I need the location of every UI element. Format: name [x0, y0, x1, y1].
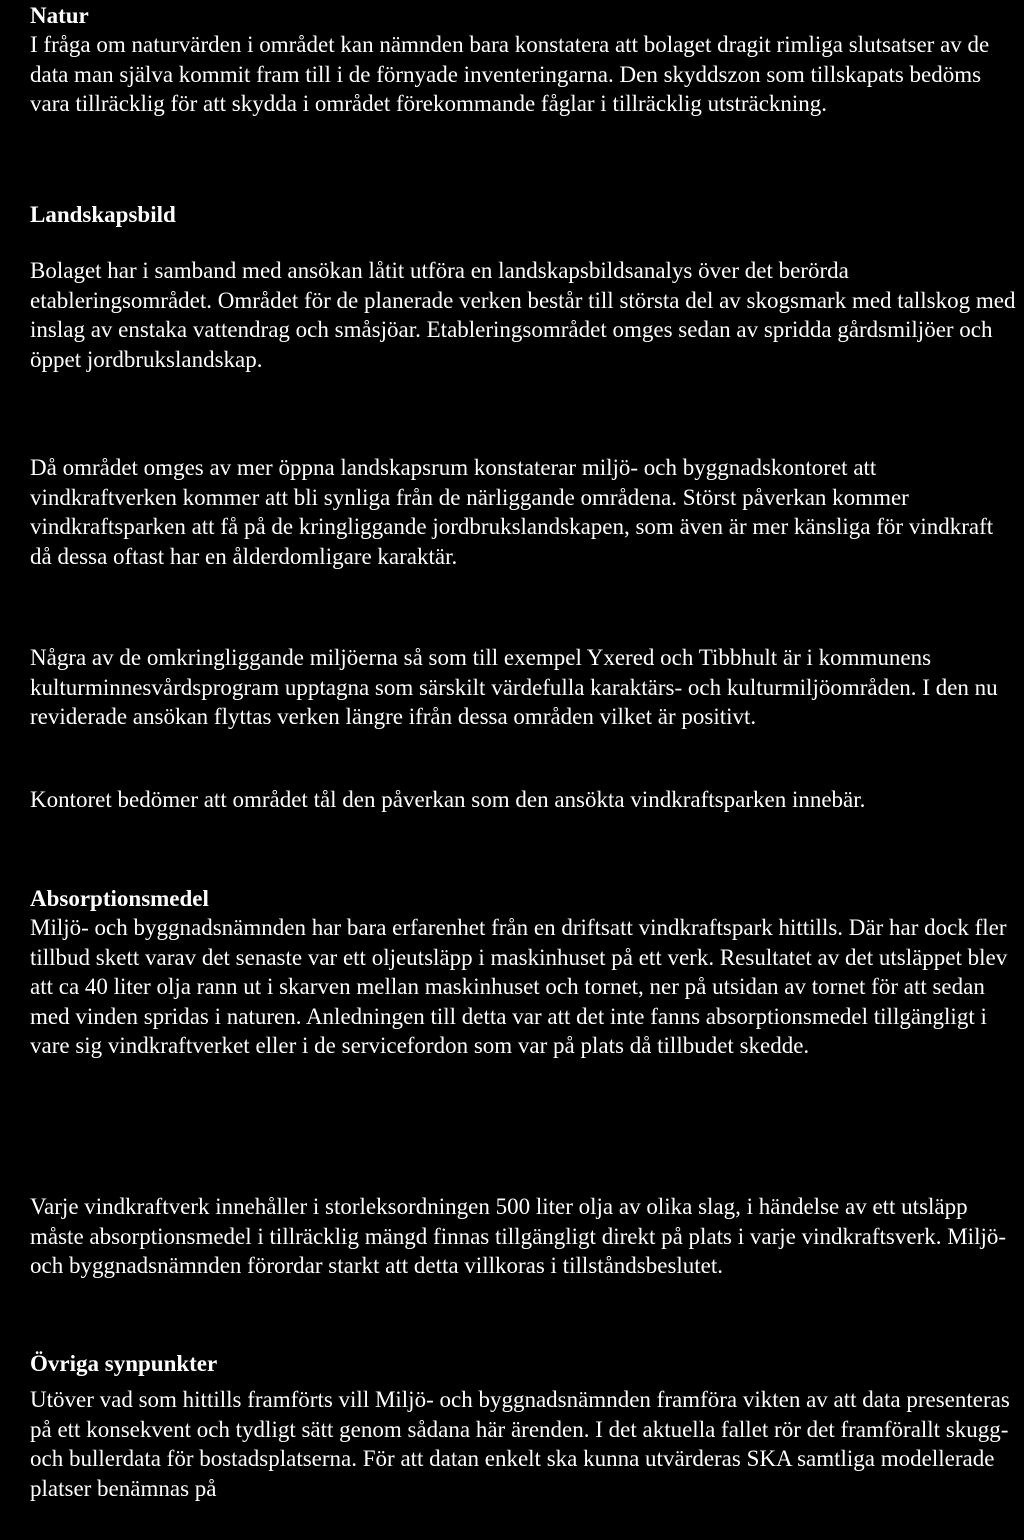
section-heading-absorptionsmedel: Absorptionsmedel [30, 886, 209, 911]
paragraph-landskapsbild-1: Bolaget har i samband med ansökan låtit utföra en landskapsbildsanalys över det berörda etableringsområdet. Området för de planerade verken består till största del av skogsmark med tallskog med inslag av enstaka vattendrag och småsjöar. Etableringsområdet omges sedan av spridda gårdsmiljöer och öppet jordbrukslandskap. [30, 258, 1016, 372]
paragraph-absorptionsmedel-1: Miljö- och byggnadsnämnden har bara erfarenhet från en driftsatt vindkraftspark hittills. Där har dock fler tillbud skett varav det senaste var ett oljeutsläpp i maskinhuset på ett verk. Resultatet av det utsläppet blev att ca 40 liter olja rann ut i skarven mellan maskinhuset och tornet, ner på utsidan av tornet för att sedan med vinden spridas i naturen. Anledningen till detta var att det inte fanns absorptionsmedel tillgängligt i vare sig vindkraftverket eller i de servicefordon som var på plats då tillbudet skedde. [30, 915, 1008, 1058]
paragraph-natur-1: I fråga om naturvärden i området kan nämnden bara konstatera att bolaget dragit rimliga slutsatser av de data man själva kommit fram till i de förnyade inventeringarna. Den skyddszon som tillskapats bedöms vara tillräcklig för att skydda i området förekommande fåglar i tillräcklig utsträckning. [30, 32, 990, 116]
paragraph-ovriga-synpunkter-1: Utöver vad som hittills framförts vill Miljö- och byggnadsnämnden framföra vikten av att data presenteras på ett konsekvent och tydligt sätt genom sådana här ärenden. I det aktuella fallet rör det framförallt skugg- och bullerdata för bostadsplatserna. För att datan enkelt ska kunna utvärderas SKA samtliga modellerade platser benämnas på [30, 1387, 1010, 1501]
paragraph-landskapsbild-2: Då området omges av mer öppna landskapsrum konstaterar miljö- och byggnadskontoret att vindkraftverken kommer att bli synliga från de närliggande områdena. Störst påverkan kommer vindkraftsparken att få på de kringliggande jordbrukslandskapen, som även är mer känsliga för vindkraft då dessa oftast har en ålderdomligare karaktär. [30, 455, 994, 569]
paragraph-absorptionsmedel-2: Varje vindkraftverk innehåller i storleksordningen 500 liter olja av olika slag, i händelse av ett utsläpp måste absorptionsmedel i tillräcklig mängd finnas tillgängligt direkt på plats i varje vindkraftsverk. Miljö- och byggnadsnämnden förordar starkt att detta villkoras i tillståndsbeslutet. [30, 1194, 1007, 1278]
section-heading-natur: Natur [30, 3, 89, 28]
paragraph-landskapsbild-3: Några av de omkringliggande miljöerna så som till exempel Yxered och Tibbhult är i kommunens kulturminnesvårdsprogram upptagna som särskilt värdefulla karaktärs- och kulturmiljöområden. I den nu reviderade ansökan flyttas verken längre ifrån dessa områden vilket är positivt. [30, 645, 998, 729]
section-heading-landskapsbild: Landskapsbild [30, 202, 176, 227]
section-heading-ovriga-synpunkter: Övriga synpunkter [30, 1351, 218, 1376]
paragraph-landskapsbild-4: Kontoret bedömer att området tål den påverkan som den ansökta vindkraftsparken innebär. [30, 787, 866, 812]
